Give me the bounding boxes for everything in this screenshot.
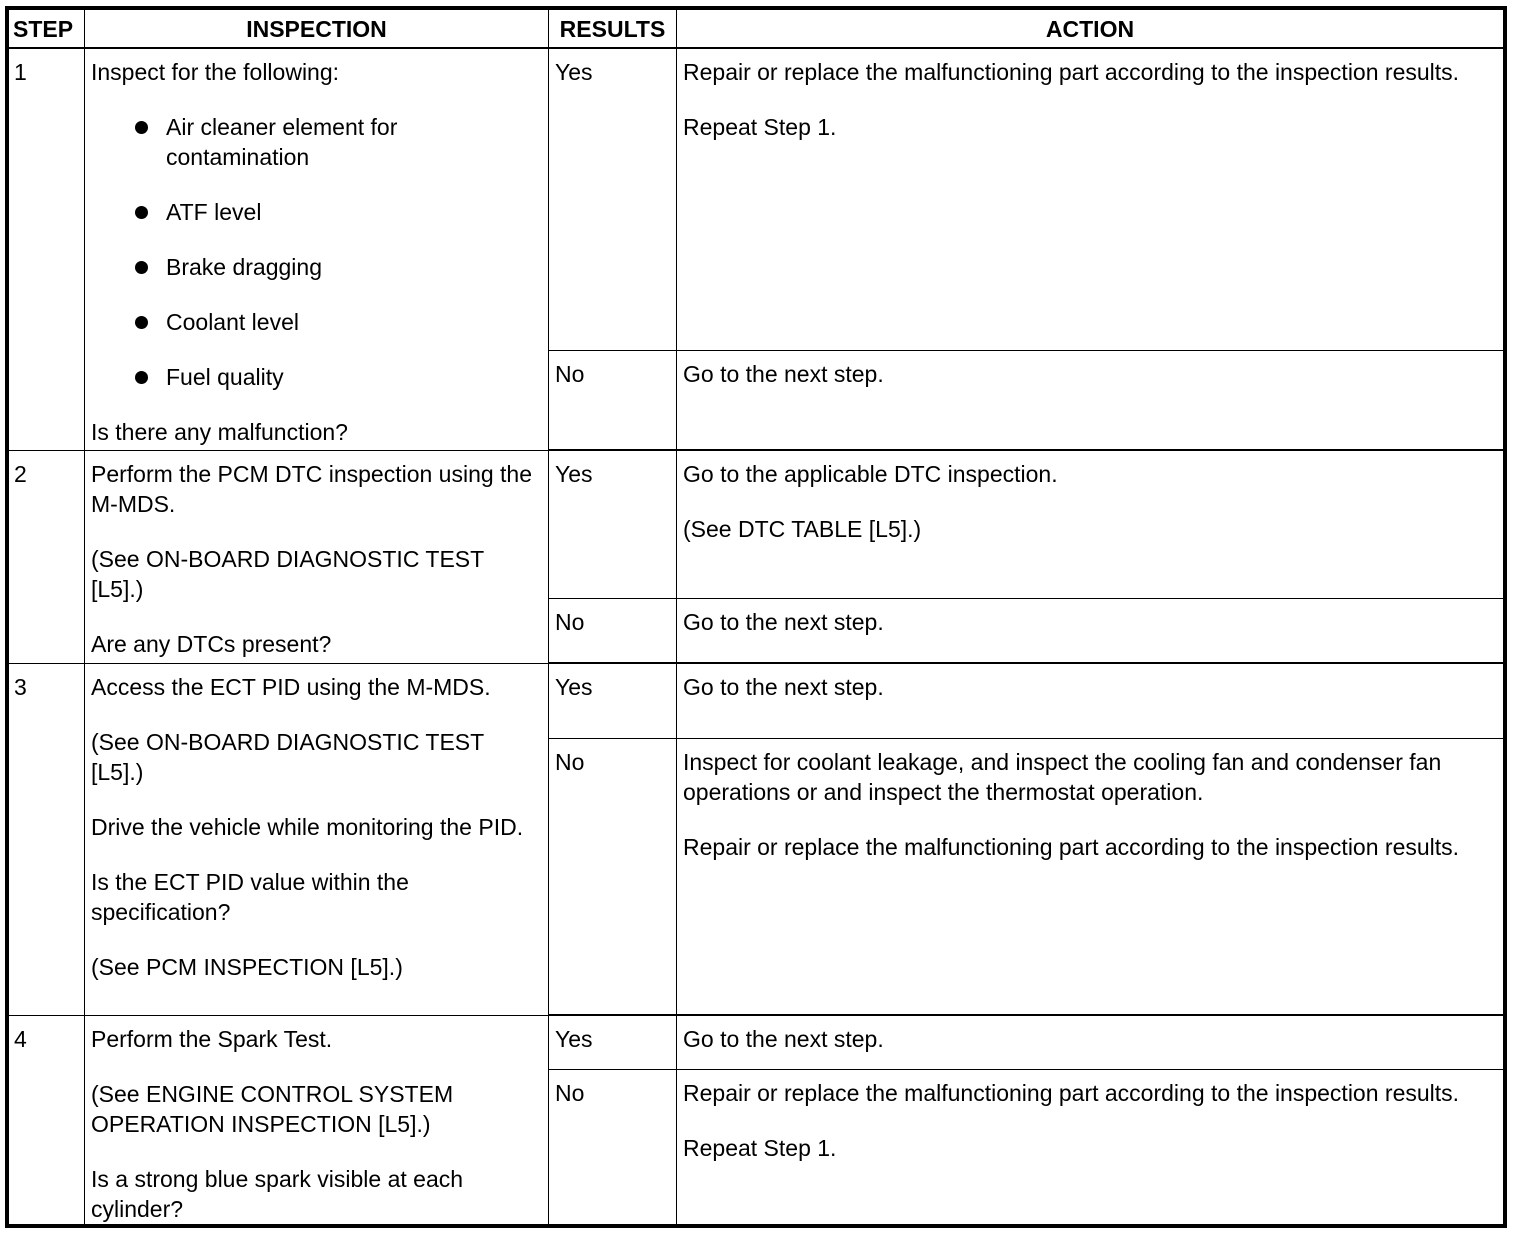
inspection-text: (See ON-BOARD DIAGNOSTIC TEST [L5].) [91, 545, 484, 602]
checklist-item-label: ATF level [166, 199, 262, 225]
action-text: Go to the applicable DTC inspection. [683, 461, 1058, 487]
step-inspection [85, 663, 549, 1015]
result-yes: Yes [549, 663, 677, 738]
action-text: Repeat Step 1. [683, 1134, 837, 1161]
bullet-icon [135, 261, 148, 274]
step-inspection [85, 450, 549, 663]
result-yes: Yes [549, 48, 677, 350]
step-column-header: STEP [9, 10, 85, 49]
action-text: Inspect for coolant leakage, and inspect the cooling fan and condenser fan operations or and inspect the thermostat operation. [683, 748, 1442, 805]
inspection-question: Are any DTCs present? [91, 630, 332, 657]
action-text: Go to the next step. [683, 608, 884, 635]
step-number: 3 [9, 663, 85, 1015]
results-column-header: RESULTS [549, 10, 677, 49]
inspection-text: (See ON-BOARD DIAGNOSTIC TEST [L5].) [91, 728, 484, 785]
checklist-item-label: Brake dragging [166, 254, 322, 280]
inspection-text: Drive the vehicle while monitoring the PID. [91, 813, 524, 840]
action-text: Go to the next step. [683, 674, 884, 700]
inspection-question: Is there any malfunction? [91, 419, 348, 445]
action-text: Go to the next step. [683, 360, 884, 387]
step-number: 2 [9, 450, 85, 663]
checklist-item-label: Air cleaner element for contamination [166, 114, 398, 170]
checklist-item-label: Fuel quality [166, 364, 284, 390]
bullet-icon [135, 206, 148, 219]
inspection-text: Perform the Spark Test. [91, 1025, 333, 1052]
checklist-item [132, 112, 436, 172]
step-inspection [85, 48, 549, 450]
bullet-icon [135, 371, 148, 384]
step-4-yes-row [9, 1015, 1504, 1069]
action-column-header: ACTION [677, 10, 1504, 49]
inspection-text: Perform the PCM DTC inspection using the M-MDS. [91, 460, 533, 517]
inspection-question: Is a strong blue spark visible at each cylinder? [91, 1165, 464, 1222]
action-cell [677, 663, 1504, 738]
header-row [9, 10, 1504, 49]
checklist-item-label: Coolant level [166, 309, 299, 335]
step-1-yes-row [9, 48, 1504, 350]
inspection-text: Access the ECT PID using the M-MDS. [91, 673, 491, 700]
inspection-question: Is the ECT PID value within the specification? [91, 868, 409, 925]
action-cell [677, 350, 1504, 450]
inspection-text: (See ENGINE CONTROL SYSTEM OPERATION INSPECTION [L5].) [91, 1080, 454, 1137]
action-text: Repair or replace the malfunctioning part according to the inspection results. [683, 833, 1460, 860]
checklist-item [132, 252, 436, 282]
checklist-item [132, 307, 436, 337]
step-number: 1 [9, 48, 85, 450]
result-yes: Yes [549, 450, 677, 598]
action-cell [677, 1069, 1504, 1225]
inspection-checklist [91, 112, 542, 392]
result-no: No [549, 738, 677, 1015]
result-no: No [549, 1069, 677, 1225]
action-text: (See DTC TABLE [L5].) [683, 516, 922, 542]
step-2-yes-row [9, 450, 1504, 598]
action-text: Go to the next step. [683, 1026, 884, 1052]
action-cell [677, 738, 1504, 1015]
action-cell [677, 450, 1504, 598]
inspection-text: Inspect for the following: [91, 59, 340, 85]
checklist-item [132, 197, 436, 227]
action-text: Repeat Step 1. [683, 114, 837, 140]
step-3-yes-row [9, 663, 1504, 738]
action-text: Repair or replace the malfunctioning part according to the inspection results. [683, 1079, 1460, 1106]
result-no: No [549, 350, 677, 450]
step-number: 4 [9, 1015, 85, 1225]
bullet-icon [135, 316, 148, 329]
action-cell [677, 1015, 1504, 1069]
result-yes: Yes [549, 1015, 677, 1069]
result-no: No [549, 598, 677, 663]
action-cell [677, 48, 1504, 350]
action-cell [677, 598, 1504, 663]
diagnostic-procedure-table [5, 6, 1507, 1228]
step-inspection [85, 1015, 549, 1225]
action-text: Repair or replace the malfunctioning part according to the inspection results. [683, 59, 1460, 85]
bullet-icon [135, 121, 148, 134]
inspection-text: (See PCM INSPECTION [L5].) [91, 953, 403, 980]
inspection-column-header: INSPECTION [85, 10, 549, 49]
checklist-item [132, 362, 436, 392]
